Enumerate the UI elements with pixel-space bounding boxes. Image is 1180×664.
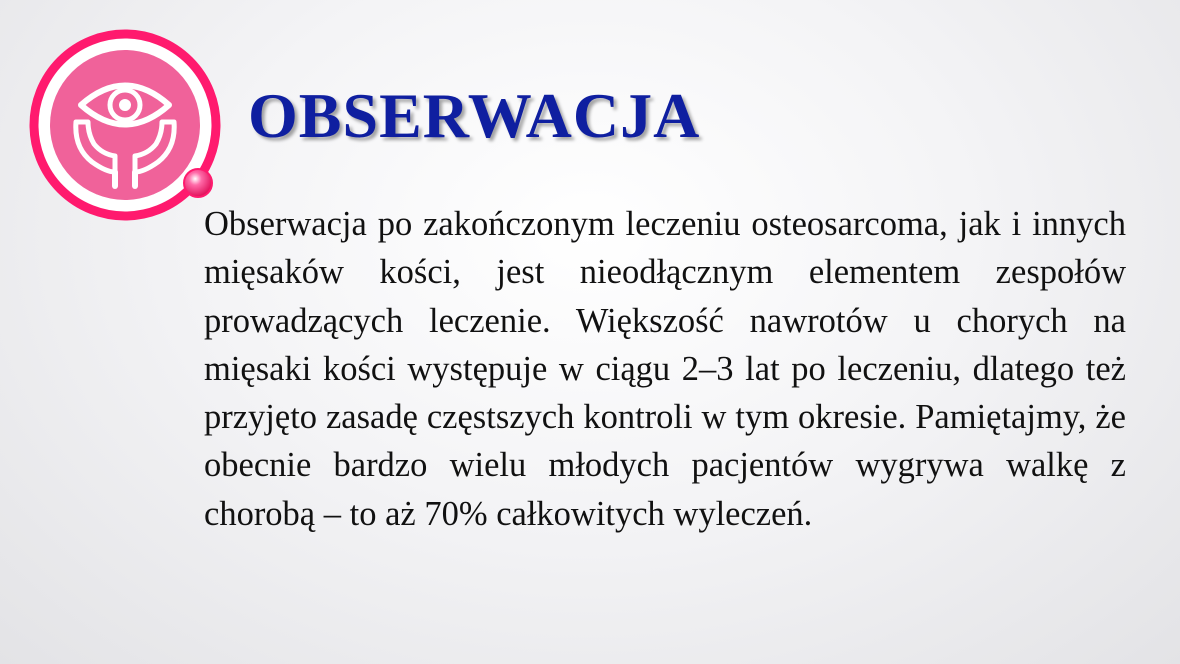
slide-body-text: Obserwacja po zakończonym leczeniu osteosarcoma, jak i innych mięsaków kości, jest nieodłącznym elementem zespołów prowadzących leczenie. Większość nawrotów u chorych na mięsaki kości występuje w ciągu 2–3 lat po leczeniu, dlatego też przyjęto zasadę częstszych kontroli w tym okresie. Pamiętajmy, że obecnie bardzo wielu młodych pacjentów wygrywa walkę z chorobą – to aż 70% całkowitych wyleczeń.	[204, 205, 1126, 533]
eye-hands-icon	[26, 26, 224, 224]
observation-icon-badge	[26, 26, 224, 224]
slide-title: OBSERWACJA	[248, 80, 701, 151]
